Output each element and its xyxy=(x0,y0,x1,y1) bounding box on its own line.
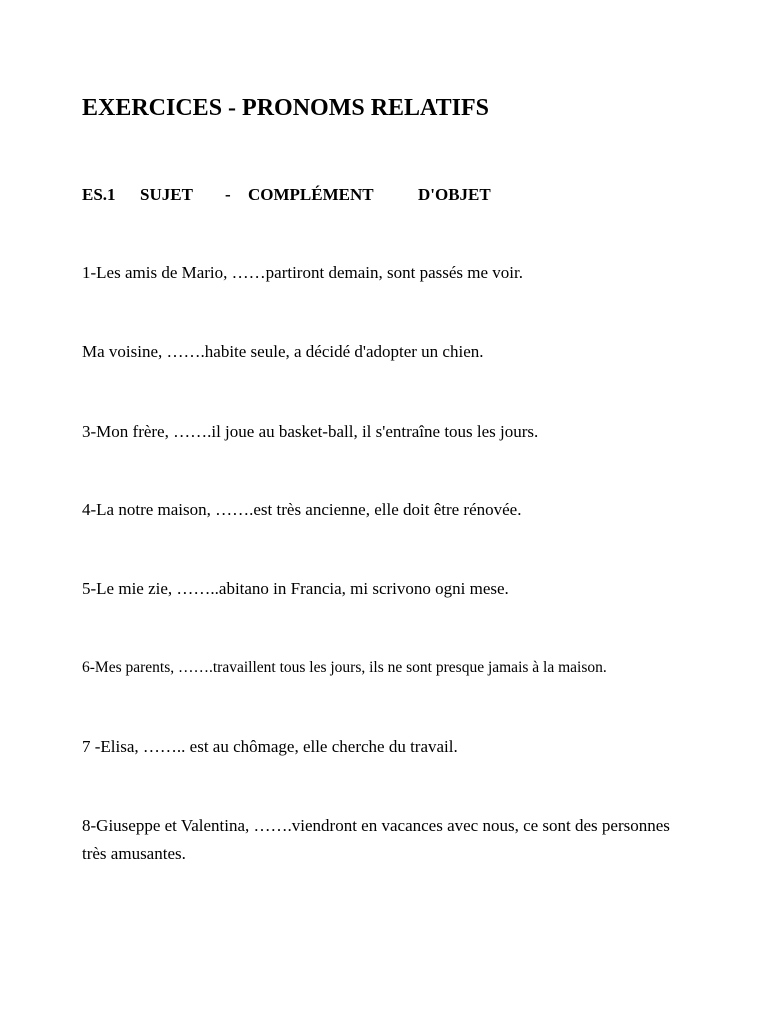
section-separator: - xyxy=(225,185,231,204)
exercise-item-2: Ma voisine, …….habite seule, a décidé d'adopter un chien. xyxy=(82,342,484,361)
exercise-item-3: 3-Mon frère, …….il joue au basket-ball, il s'entraîne tous les jours. xyxy=(82,422,539,441)
exercise-item-7: 7 -Elisa, …….. est au chômage, elle cherche du travail. xyxy=(82,737,458,756)
exercise-item-4: 4-La notre maison, …….est très ancienne, elle doit être rénovée. xyxy=(82,500,522,519)
section-word-sujet: SUJET xyxy=(140,185,193,204)
exercise-item-6: 6-Mes parents, …….travaillent tous les jours, ils ne sont presque jamais à la maison. xyxy=(82,659,607,676)
exercise-item-5: 5-Le mie zie, ……..abitano in Francia, mi scrivono ogni mese. xyxy=(82,579,509,598)
exercise-item-8: 8-Giuseppe et Valentina, …….viendront en vacances avec nous, ce sont des personnes très amusantes. xyxy=(82,816,670,863)
section-heading xyxy=(82,183,491,207)
exercise-item-1: 1-Les amis de Mario, ……partiront demain, sont passés me voir. xyxy=(82,263,523,282)
section-word-objet: D'OBJET xyxy=(418,185,491,204)
section-word-complement: COMPLÉMENT xyxy=(248,185,374,204)
section-number: ES.1 xyxy=(82,185,116,204)
document-title: EXERCICES - PRONOMS RELATIFS xyxy=(82,95,489,121)
